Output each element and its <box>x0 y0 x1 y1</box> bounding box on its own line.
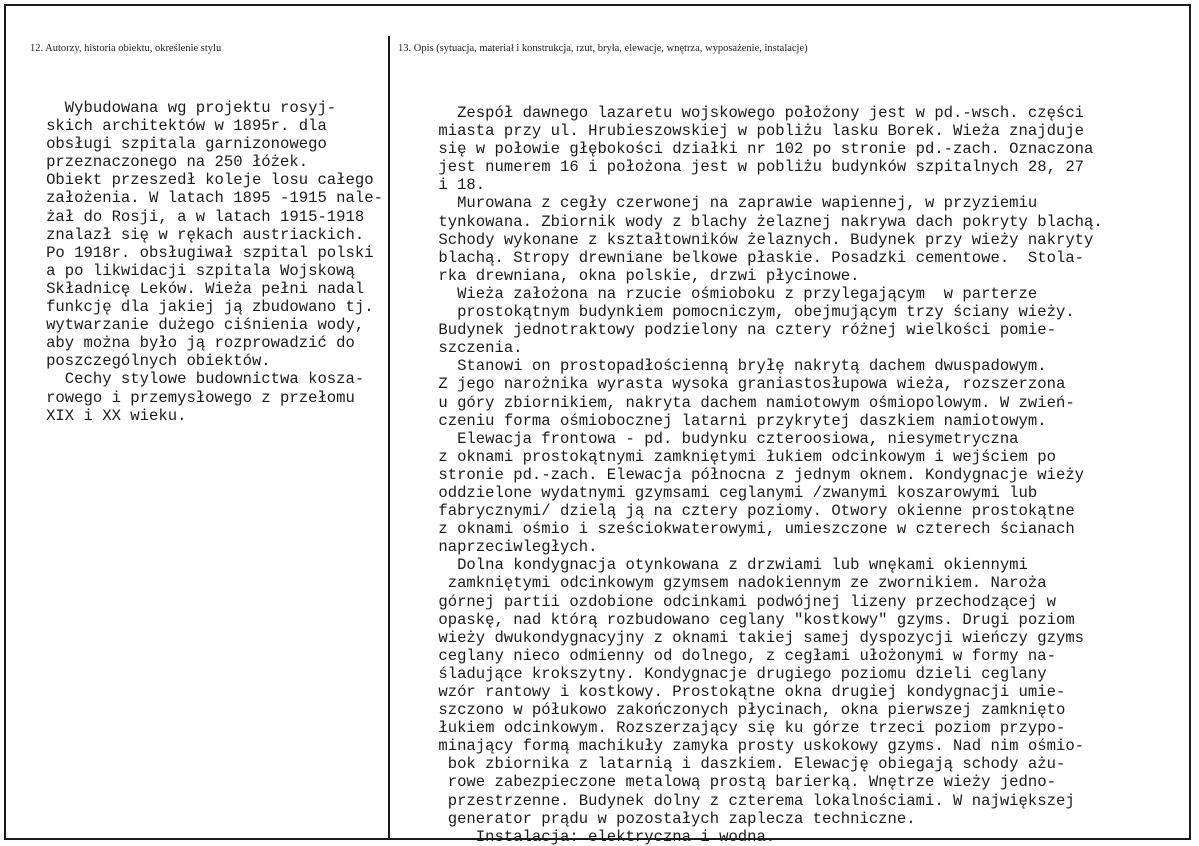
description-text-line: wieży dwukondygnacyjny z oknami takiej samej dyspozycji wieńczy gzyms <box>429 628 1085 647</box>
history-text-line: Po 1918r. obsługiwał szpital polski <box>18 243 374 262</box>
description-text-line: Zespół dawnego lazaretu wojskowego położony jest w pd.-wsch. części <box>429 104 1085 122</box>
description-text-line: Z jego narożnika wyrasta wysoka graniastosłupowa wieża, rozszerzona <box>429 375 1066 394</box>
description-text-line: blachą. Stropy drewniane belkowe płaskie. Posadzki cementowe. Stola- <box>429 248 1085 267</box>
description-text-line: Stanowi on prostopadłościenną bryłę nakrytą dachem dwuspadowym. <box>429 357 1047 376</box>
description-text-line: przestrzenne. Budynek dolny z czterema lokalnościami. W największej <box>429 791 1075 810</box>
history-text-line: założenia. W latach 1895 -1915 nale- <box>18 189 383 208</box>
description-text-line: Budynek jednotraktowy podzielony na cztery różnej wielkości pomie- <box>429 321 1056 340</box>
history-text-line: przeznaczonego na 250 łóżek. <box>18 153 309 172</box>
history-text-line: rowego i przemysłowego z przełomu <box>18 388 355 407</box>
history-text-line: Cechy stylowe budownictwa kosza- <box>18 370 365 389</box>
history-text-line: funkcję dla jakiej ją zbudowano tj. <box>18 298 374 317</box>
description-text-line: minający formą machikuły zamyka prosty uskokowy gzyms. Nad nim ośmio- <box>429 737 1085 756</box>
description-text-line: generator prądu w pozostałych zaplecza techniczne. <box>429 809 916 828</box>
description-text-line: prostokątnym budynkiem pomocniczym, obejmującym trzy ściany wieży. <box>429 303 1075 322</box>
description-text-line: rowe zabezpieczone metalową prostą barierką. Wnętrze wieży jedno- <box>429 773 1056 792</box>
description-text-line: opaskę, nad którą rozbudowano ceglany "kostkowy" gzyms. Drugi poziom <box>429 610 1075 629</box>
description-text-line: oddzielone wydatnymi gzymsami ceglanymi /zwanymi koszarowymi lub <box>429 483 1038 502</box>
description-text-line: Instalacja: elektryczna i wodna. <box>429 827 776 846</box>
description-text-line: się w połowie głębokości działki nr 102 po stronie pd.-zach. Oznaczona <box>429 140 1094 159</box>
description-text-line: czeniu forma ośmiobocznej latarni przykrytej daszkiem namiotowym. <box>429 411 1047 430</box>
description-text-line: Schody wykonane z kształtowników żelaznych. Budynek przy wieży nakryty <box>429 230 1094 249</box>
history-text-line: obsługi szpitala garnizonowego <box>18 135 327 154</box>
section-12-header: 12. Autorzy, historia obiektu, określenie stylu <box>30 43 222 54</box>
description-text-line: szczono w półukowo zakończonych płycinach, okna pierwszej zamknięto <box>429 701 1066 720</box>
description-text-line: wzór rantowy i kostkowy. Prostokątne okna drugiej kondygnacji umie- <box>429 683 1066 701</box>
column-divider <box>388 36 390 840</box>
description-text-line: jest numerem 16 i położona jest w pobliżu budynków szpitalnych 28, 27 <box>429 158 1085 177</box>
section-13-header: 13. Opis (sytuacja, materiał i konstrukcja, rzut, bryła, elewacje, wnętrza, wyposażenie, instalacje) <box>398 43 808 54</box>
history-text-line: XIX i XX wieku. <box>18 406 187 425</box>
history-text-line: poszczególnych obiektów. <box>18 352 271 371</box>
description-text-line: z oknami prostokątnymi zamkniętymi łukiem odcinkowym i wejściem po <box>429 447 1056 466</box>
description-text-line: śladujące krokszytny. Kondygnacje drugiego poziomu dzieli ceglany <box>429 664 1047 683</box>
history-text-line: Obiekt przeszedł koleje losu całego <box>18 171 374 190</box>
history-text-line: skich architektów w 1895r. dla <box>18 117 327 136</box>
history-text-block <box>18 99 383 425</box>
description-text-line: Elewacja frontowa - pd. budynku czteroosiowa, niesymetryczna <box>429 429 1019 448</box>
description-text-line: bok zbiornika z latarnią i daszkiem. Elewację obiegają schody ażu- <box>429 755 1066 774</box>
description-text-line: Murowana z cegły czerwonej na zaprawie wapiennej, w przyziemiu <box>429 194 1038 213</box>
description-text-line: Dolna kondygnacja otynkowana z drzwiami lub wnękami okiennymi <box>429 556 1028 575</box>
description-text-line: miasta przy ul. Hrubieszowskiej w pobliżu lasku Borek. Wieża znajduje <box>429 122 1085 141</box>
description-text-line: fabrycznymi/ dzielą ją na cztery poziomy. Otwory okienne prostokątne <box>429 502 1075 521</box>
description-text-line: naprzeciwległych. <box>429 538 598 557</box>
description-text-line: rka drewniana, okna polskie, drzwi płycinowe. <box>429 266 860 285</box>
history-text-line: a po likwidacji szpitala Wojskową <box>18 261 355 280</box>
description-text-line: szczenia. <box>429 339 523 358</box>
description-text-line: z oknami ośmio i sześciokwaterowymi, umieszczone w czterech ścianach <box>429 520 1075 539</box>
history-text-line: Składnicę Leków. Wieża pełni nadal <box>18 279 365 298</box>
description-text-line: Wieża założona na rzucie ośmioboku z przylegającym w parterze <box>429 284 1038 303</box>
description-text-line: ceglany nieco odmienny od dolnego, z cegłami ułożonymi w formy na- <box>429 646 1056 665</box>
history-text-line: znalazł się w rękach austriackich. <box>18 225 365 244</box>
history-text-line: wytwarzanie dużego ciśnienia wody, <box>18 316 365 335</box>
description-text-line: łukiem odcinkowym. Rozszerzający się ku górze trzeci poziom przypo- <box>429 719 1066 738</box>
history-text-line: Wybudowana wg projektu rosyj- <box>18 99 337 117</box>
history-text-line: aby można było ją rozprowadzić do <box>18 334 355 353</box>
description-text-line: stronie pd.-zach. Elewacja północna z jednym oknem. Kondygnacje wieży <box>429 465 1085 484</box>
description-text-line: tynkowana. Zbiornik wody z blachy żelaznej nakrywa dach pokryty blachą. <box>429 212 1103 231</box>
description-text-line: i 18. <box>429 176 486 195</box>
description-text-line: zamkniętymi odcinkowym gzymsem nadokiennym ze zwornikiem. Naroża <box>429 574 1047 593</box>
description-text-line: górnej partii ozdobione odcinkami podwójnej lizeny przechodzącej w <box>429 592 1056 611</box>
description-text-block <box>429 104 1103 846</box>
description-text-line: u góry zbiornikiem, nakryta dachem namiotowym ośmiopolowym. W zwień- <box>429 393 1075 412</box>
history-text-line: żał do Rosji, a w latach 1915-1918 <box>18 207 365 226</box>
